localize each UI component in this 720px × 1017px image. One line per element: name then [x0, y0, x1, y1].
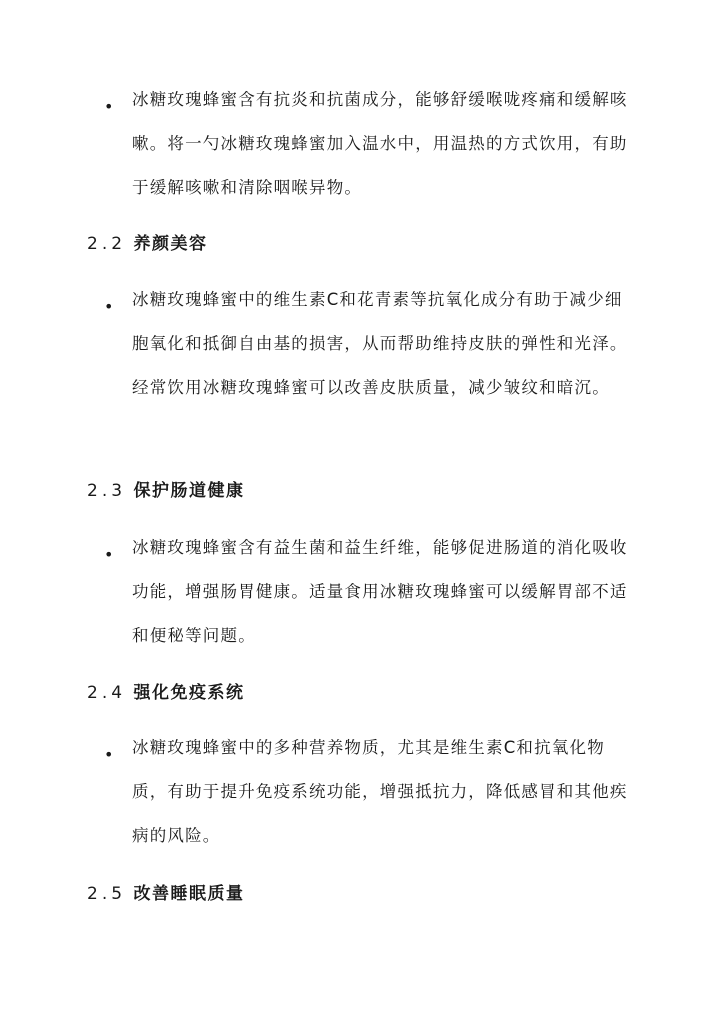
- bullet-item-sore-throat: [104, 90, 638, 210]
- section-heading-2-4: [87, 683, 244, 703]
- bullet-text: 冰糖玫瑰蜂蜜含有益生菌和益生纤维，能够促进肠道的消化吸收功能，增强肠胃健康。适量食用冰糖玫瑰蜂蜜可以缓解胃部不适和便秘等问题。: [132, 538, 628, 645]
- bullet-icon: •: [104, 545, 114, 564]
- section-title: 养颜美容: [133, 234, 208, 254]
- section-heading-2-5: [87, 884, 244, 904]
- bullet-text: 冰糖玫瑰蜂蜜中的维生素C和花青素等抗氧化成分有助于减少细胞氧化和抵御自由基的损害，从而帮助维持皮肤的弹性和光泽。经常饮用冰糖玫瑰蜂蜜可以改善皮肤质量，减少皱纹和暗沉。: [132, 290, 628, 397]
- section-number: 2.5: [87, 884, 127, 904]
- bullet-text: 冰糖玫瑰蜂蜜含有抗炎和抗菌成分，能够舒缓喉咙疼痛和缓解咳嗽。将一勺冰糖玫瑰蜂蜜加入温水中，用温热的方式饮用，有助于缓解咳嗽和清除咽喉异物。: [132, 90, 628, 197]
- section-number: 2.2: [87, 234, 127, 254]
- section-title: 改善睡眠质量: [133, 884, 245, 904]
- section-title: 强化免疫系统: [133, 683, 245, 703]
- bullet-icon: •: [104, 745, 114, 764]
- bullet-icon: •: [104, 297, 114, 316]
- bullet-text: 冰糖玫瑰蜂蜜中的多种营养物质，尤其是维生素C和抗氧化物质，有助于提升免疫系统功能，增强抵抗力，降低感冒和其他疾病的风险。: [132, 738, 628, 845]
- bullet-item-beauty: [104, 290, 638, 410]
- section-number: 2.3: [87, 481, 127, 501]
- section-title: 保护肠道健康: [133, 481, 245, 501]
- section-heading-2-3: [87, 481, 244, 501]
- section-heading-2-2: [87, 234, 207, 254]
- section-number: 2.4: [87, 683, 127, 703]
- bullet-icon: •: [104, 97, 114, 116]
- bullet-item-immunity: [104, 738, 638, 858]
- bullet-item-gut-health: [104, 538, 638, 658]
